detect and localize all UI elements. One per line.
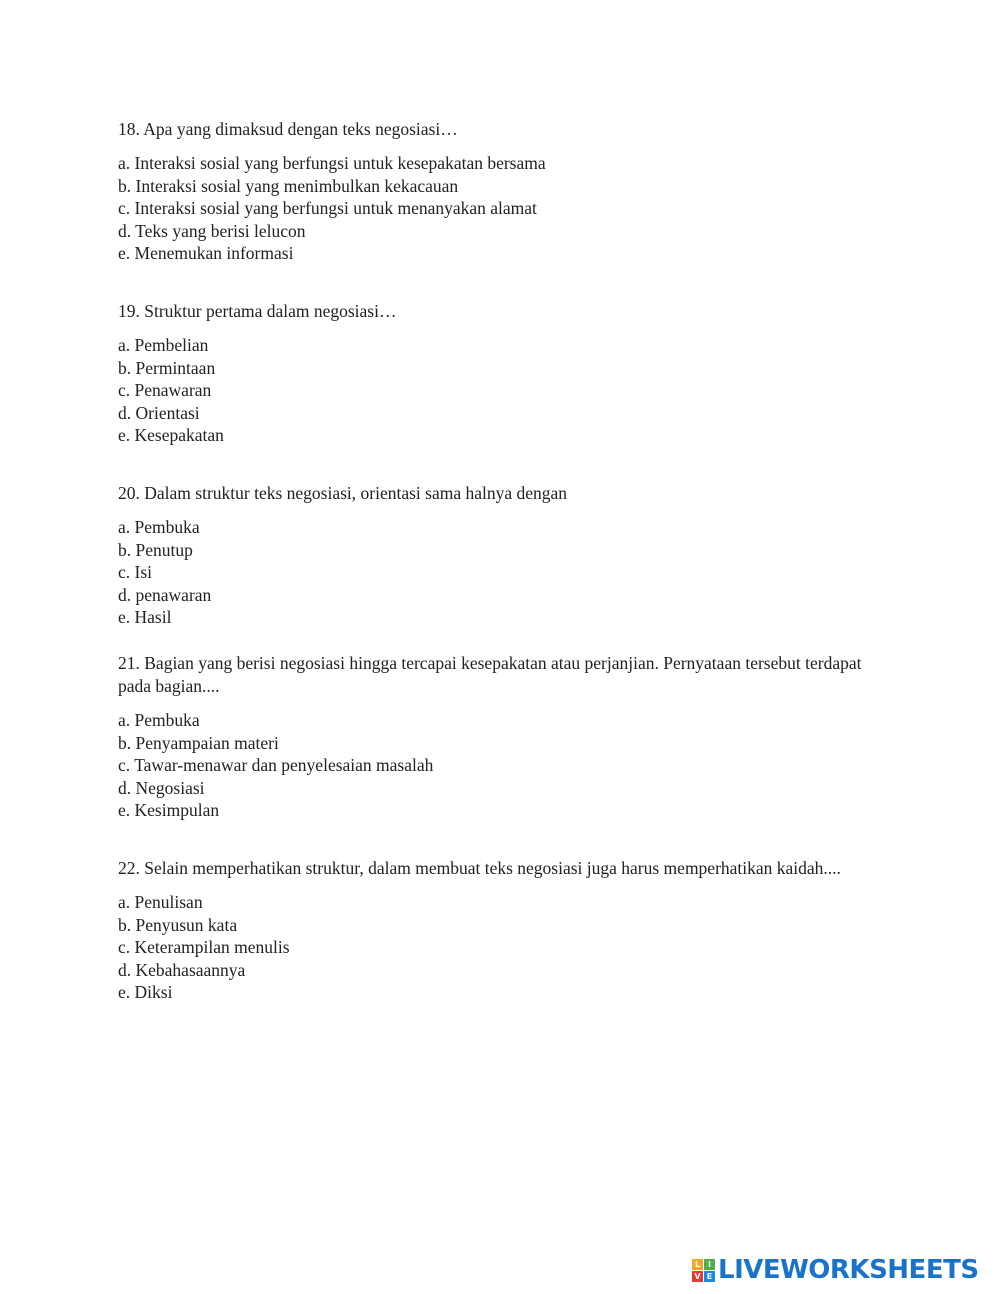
option-list xyxy=(118,516,878,629)
question-text: 21. Bagian yang berisi negosiasi hingga tercapai kesepakatan atau perjanjian. Pernyataan tersebut terdapat pada bagian.... xyxy=(118,653,862,696)
option-d: d. Kebahasaannya xyxy=(118,959,246,980)
live-badge-icon xyxy=(692,1259,715,1282)
question-text: 22. Selain memperhatikan struktur, dalam membuat teks negosiasi juga harus memperhatikan kaidah.... xyxy=(118,858,841,878)
option-e: e. Kesimpulan xyxy=(118,800,220,820)
question-20 xyxy=(118,482,878,629)
option-c: c. Interaksi sosial yang berfungsi untuk menanyakan alamat xyxy=(118,198,537,218)
option-list xyxy=(118,334,878,447)
liveworksheets-logo xyxy=(692,1256,979,1284)
badge-letter: E xyxy=(704,1271,715,1282)
option-e: e. Menemukan informasi xyxy=(118,243,294,263)
option-c: c. Penawaran xyxy=(118,380,212,400)
option-c: c. Keterampilan menulis xyxy=(118,937,290,957)
option-b: b. Permintaan xyxy=(118,357,216,378)
option-d: d. Negosiasi xyxy=(118,777,205,798)
question-text: 20. Dalam struktur teks negosiasi, orientasi sama halnya dengan xyxy=(118,483,568,503)
badge-letter: L xyxy=(692,1259,703,1270)
option-c: c. Isi xyxy=(118,562,153,582)
badge-letter: I xyxy=(704,1259,715,1270)
option-a: a. Interaksi sosial yang berfungsi untuk kesepakatan bersama xyxy=(118,153,546,173)
option-b: b. Penyampaian materi xyxy=(118,732,279,753)
question-text: 19. Struktur pertama dalam negosiasi… xyxy=(118,301,397,321)
option-e: e. Diksi xyxy=(118,982,173,1002)
option-e: e. Hasil xyxy=(118,607,172,627)
option-b: b. Penyusun kata xyxy=(118,914,238,935)
question-22 xyxy=(118,857,878,1004)
option-b: b. Penutup xyxy=(118,539,193,560)
question-text: 18. Apa yang dimaksud dengan teks negosiasi… xyxy=(118,119,458,139)
option-d: d. Teks yang berisi lelucon xyxy=(118,220,306,241)
option-d: d. penawaran xyxy=(118,584,212,605)
option-c: c. Tawar-menawar dan penyelesaian masalah xyxy=(118,755,434,775)
option-e: e. Kesepakatan xyxy=(118,425,224,445)
option-d: d. Orientasi xyxy=(118,402,200,423)
option-b: b. Interaksi sosial yang menimbulkan kekacauan xyxy=(118,175,459,196)
question-21 xyxy=(118,652,878,822)
option-list xyxy=(118,891,878,1004)
option-a: a. Pembelian xyxy=(118,335,209,355)
option-a: a. Pembuka xyxy=(118,517,200,537)
option-list xyxy=(118,152,878,265)
question-19 xyxy=(118,300,878,447)
option-a: a. Pembuka xyxy=(118,710,200,730)
option-list xyxy=(118,709,878,822)
option-a: a. Penulisan xyxy=(118,892,203,912)
question-18 xyxy=(118,118,878,265)
badge-letter: V xyxy=(692,1271,703,1282)
logo-text: LIVEWORKSHEETS xyxy=(718,1255,979,1285)
